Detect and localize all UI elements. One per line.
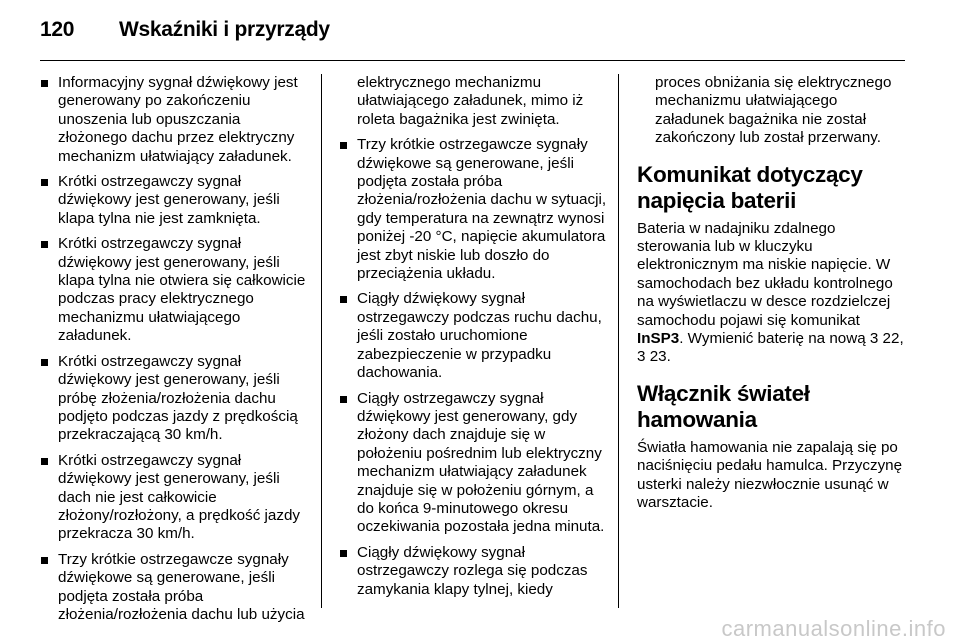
column-3 — [637, 74, 907, 513]
page-reference-link[interactable]: 23 — [649, 348, 667, 366]
bullet-icon — [41, 557, 48, 564]
bullet-icon — [340, 550, 347, 557]
page-ref-arrow-icon: 3 — [869, 330, 879, 348]
list-item: Krótki ostrzegawczy sygnał dźwiękowy jest generowany, jeśli dach nie jest całkowicie złożony/rozłożony, a prędkość jazdy przekracza 30 km/h. — [40, 452, 310, 544]
battery-heading: Komunikat dotyczący napięcia baterii — [637, 161, 863, 213]
bullet-icon — [41, 80, 48, 87]
continued-text: proces obniżania się elektrycznego mechanizmu ułatwiającego załadunek bagażnika nie został zakończony lub został przerwany. — [655, 74, 892, 147]
header-divider — [40, 60, 905, 61]
page-header — [0, 0, 960, 62]
column-1 — [40, 74, 310, 631]
bullet-icon — [41, 179, 48, 186]
bullet-icon — [340, 296, 347, 303]
battery-paragraph: Bateria w nadajniku zdalnego sterowania lub w kluczyku elektronicznym ma niskie napięcie. W samochodach bez układu kontrolnego na wyświetlaczu w desce rozdzielczej samochodu pojawi się komunikat InSP3. Wymienić baterię na nową 3 22, 3 23. — [637, 219, 904, 366]
list-item: Ciągły dźwiękowy sygnał ostrzegawczy podczas ruchu dachu, jeśli zostało uruchomione zabezpieczenie w przypadku dachowania. — [339, 290, 611, 382]
bullet-icon — [340, 396, 347, 403]
list-item: Krótki ostrzegawczy sygnał dźwiękowy jest generowany, jeśli klapa tylna nie jest zamknięta. — [40, 173, 310, 228]
bullet-icon — [340, 142, 347, 149]
list-item: Trzy krótkie ostrzegawcze sygnały dźwiękowe są generowane, jeśli podjęta została próba złożenia/rozłożenia dachu lub użycia — [40, 551, 310, 625]
list-item: Ciągły ostrzegawczy sygnał dźwiękowy jest generowany, gdy złożony dach znajduje się w położeniu pośrednim lub elektryczny mechanizm ułatwiający załadunek znajduje się w położeniu górnym, a do końca 9-minutowego okresu oczekiwania pozostała jedna minuta. — [339, 390, 611, 537]
continued-text: elektrycznego mechanizmu ułatwiającego załadunek, mimo iż roleta bagażnika jest zwinięta. — [357, 74, 584, 128]
page-number: 120 — [40, 18, 75, 41]
brake-switch-paragraph: Światła hamowania nie zapalają się po naciśnięciu pedału hamulca. Przyczynę usterki należy niezwłocznie usunąć w warsztacie. — [637, 438, 903, 512]
list-item: Trzy krótkie ostrzegawcze sygnały dźwiękowe są generowane, jeśli podjęta została próba złożenia/rozłożenia dachu w sytuacji, gdy temperatura na zewnątrz wynosi poniżej -20 °C, napięcie akumulatora jest zbyt niskie lub doszło do przeciążenia układu. — [339, 136, 611, 283]
bullet-icon — [41, 359, 48, 366]
list-item: Krótki ostrzegawczy sygnał dźwiękowy jest generowany, jeśli próbę złożenia/rozłożenia dachu podjęto podczas jazdy z prędkością przekraczającą 30 km/h. — [40, 353, 310, 445]
brake-switch-heading: Włącznik świateł hamowania — [637, 380, 810, 432]
bullet-icon — [41, 458, 48, 465]
display-code: InSP3 — [637, 330, 680, 348]
signal-list-1 — [40, 74, 310, 624]
section-title: Wskaźniki i przyrządy — [119, 18, 330, 41]
column-divider-1 — [321, 74, 322, 608]
list-item: Ciągły dźwiękowy sygnał ostrzegawczy rozlega się podczas zamykania klapy tylnej, kiedy — [339, 544, 611, 599]
column-divider-2 — [618, 74, 619, 608]
bullet-icon — [41, 241, 48, 248]
list-item: Informacyjny sygnał dźwiękowy jest generowany po zakończeniu unoszenia lub opuszczania złożonego dachu przez elektryczny mechanizm ułatwiający załadunek. — [40, 74, 310, 166]
watermark: carmanualsonline.info — [721, 616, 946, 641]
page-reference-link[interactable]: 22 — [882, 330, 900, 348]
list-item: Krótki ostrzegawczy sygnał dźwiękowy jest generowany, jeśli klapa tylna nie otwiera się całkowicie podczas pracy elektrycznego mechanizmu ułatwiającego załadunek. — [40, 235, 310, 345]
page-ref-arrow-icon: 3 — [637, 348, 646, 366]
column-2 — [339, 74, 611, 606]
signal-list-2 — [339, 136, 611, 599]
